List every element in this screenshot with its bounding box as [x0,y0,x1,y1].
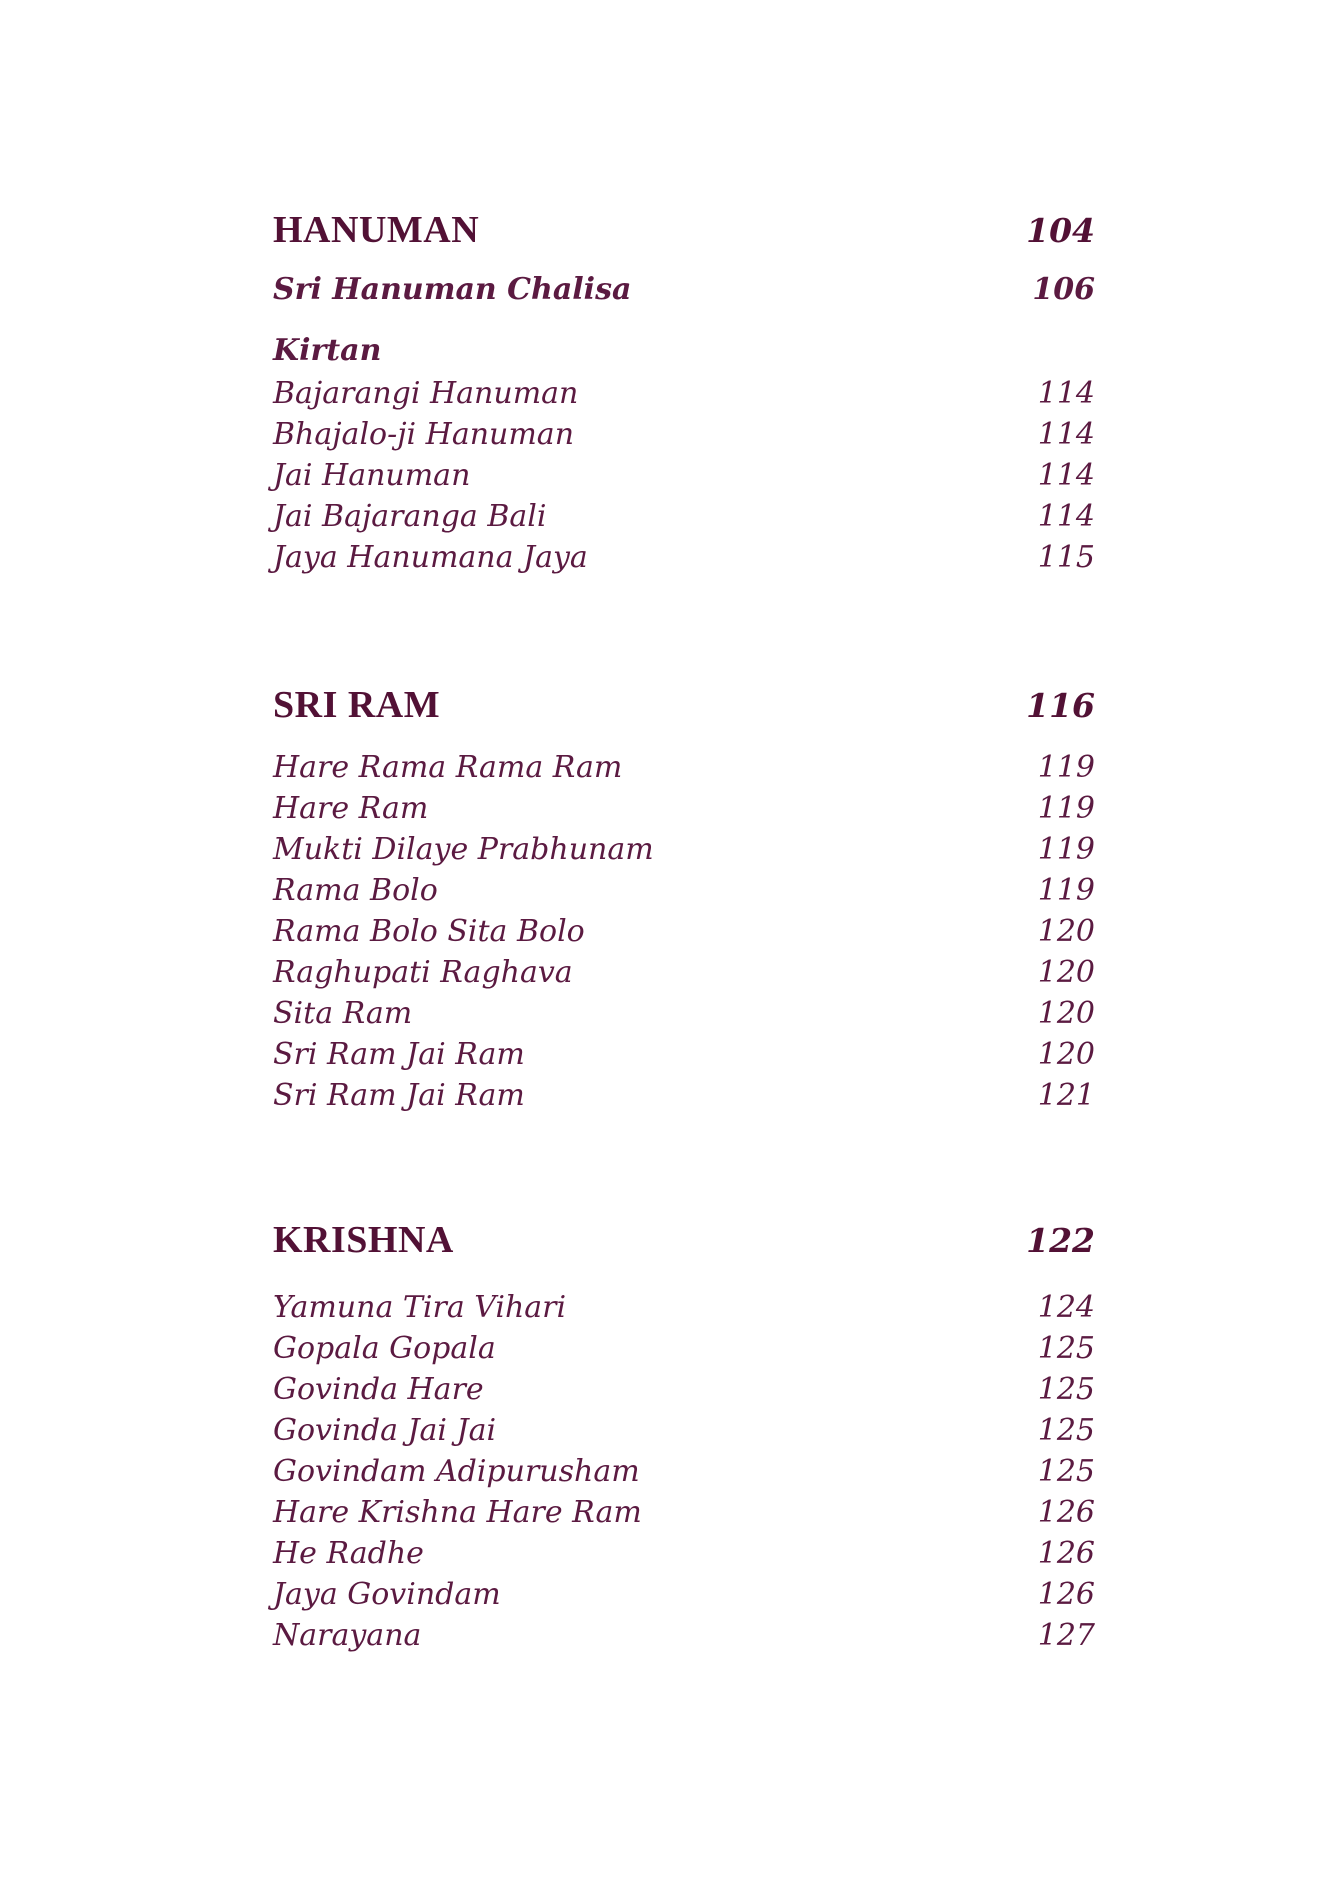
toc-heading-row [273,1217,1095,1263]
section-title: KRISHNA [273,1219,454,1261]
toc-entry-title: Raghupati Raghava [273,955,573,990]
toc-entry-row [273,496,1095,537]
toc-entry-row [273,952,1095,993]
table-of-contents [273,207,1095,1656]
toc-entry-title: Narayana [273,1618,422,1653]
toc-entry-page-number: 126 [1037,1577,1095,1612]
toc-entry-row [273,414,1095,455]
toc-entry-row [273,1287,1095,1328]
toc-entry-row [273,1615,1095,1656]
toc-entry-row [273,1533,1095,1574]
toc-entry-row [273,1451,1095,1492]
toc-entry-row [273,1492,1095,1533]
toc-entry-title: Kirtan [273,333,382,368]
section-title: SRI RAM [273,684,441,726]
toc-entry-title: Hare Krishna Hare Ram [273,1495,642,1530]
toc-entry-page-number: 121 [1037,1078,1095,1113]
toc-entry-row [273,747,1095,788]
toc-entry-title: Govinda Jai Jai [273,1413,497,1448]
toc-entry-title: Rama Bolo [273,873,438,908]
toc-heading-row [273,207,1095,253]
toc-entry-page-number: 119 [1037,791,1095,826]
toc-section-krishna [273,1217,1095,1656]
toc-entry-title: Govindam Adipurusham [273,1454,640,1489]
toc-entry-title: Govinda Hare [273,1372,484,1407]
toc-entry-title: Bhajalo-ji Hanuman [273,417,575,452]
toc-heading-row [273,682,1095,728]
toc-entry-title: Hare Ram [273,791,429,826]
toc-entry-page-number: 120 [1037,914,1095,949]
toc-entry-row [273,1328,1095,1369]
toc-entry-title: Sita Ram [273,996,413,1031]
toc-entry-row [273,1574,1095,1615]
toc-entry-page-number: 119 [1037,750,1095,785]
toc-entry-page-number: 126 [1037,1536,1095,1571]
toc-entry-row [273,911,1095,952]
toc-entry-page-number: 120 [1037,955,1095,990]
toc-entry-title: Sri Ram Jai Ram [273,1078,525,1113]
toc-entry-title: Gopala Gopala [273,1331,496,1366]
section-page-number: 116 [1026,686,1095,725]
section-page-number: 104 [1026,211,1095,250]
toc-entry-title: He Radhe [273,1536,424,1571]
toc-entry-title: Bajarangi Hanuman [273,376,579,411]
toc-entry-row [273,373,1095,414]
toc-entry-title: Yamuna Tira Vihari [273,1290,567,1325]
toc-entry-page-number: 114 [1037,499,1095,534]
toc-section-sri-ram [273,682,1095,1116]
toc-entry-row [273,829,1095,870]
toc-entry-page-number: 120 [1037,1037,1095,1072]
toc-entry-title: Hare Rama Rama Ram [273,750,623,785]
toc-entry-row [273,537,1095,578]
toc-entry-row [273,330,1095,371]
toc-section-hanuman [273,207,1095,578]
toc-entry-row [273,1410,1095,1451]
toc-entry-page-number: 119 [1037,873,1095,908]
toc-entry-page-number: 114 [1037,458,1095,493]
toc-entry-page-number: 115 [1037,540,1095,575]
toc-entry-page-number: 119 [1037,832,1095,867]
toc-entry-title: Rama Bolo Sita Bolo [273,914,585,949]
toc-entry-page-number: 125 [1037,1372,1095,1407]
toc-entry-page-number: 126 [1037,1495,1095,1530]
toc-entry-title: Mukti Dilaye Prabhunam [273,832,654,867]
toc-entry-row [273,788,1095,829]
toc-entry-page-number: 120 [1037,996,1095,1031]
toc-entry-row [273,1369,1095,1410]
toc-entry-title: Jai Hanuman [273,458,471,493]
toc-entry-page-number: 114 [1037,376,1095,411]
section-title: HANUMAN [273,209,480,251]
toc-entry-page-number: 114 [1037,417,1095,452]
toc-entry-page-number: 125 [1037,1413,1095,1448]
toc-entry-title: Jaya Govindam [273,1577,501,1612]
toc-entry-row [273,455,1095,496]
toc-entry-row [273,1034,1095,1075]
toc-entry-title: Jai Bajaranga Bali [273,499,547,534]
toc-entry-page-number: 125 [1037,1331,1095,1366]
section-page-number: 122 [1026,1221,1095,1260]
toc-entry-row [273,993,1095,1034]
toc-entry-page-number: 106 [1032,272,1095,307]
toc-entry-row [273,870,1095,911]
toc-entry-title: Sri Hanuman Chalisa [273,272,632,307]
toc-entry-page-number: 127 [1037,1618,1095,1653]
toc-entry-row [273,269,1095,310]
toc-entry-row [273,1075,1095,1116]
toc-entry-title: Sri Ram Jai Ram [273,1037,525,1072]
toc-entry-page-number: 124 [1037,1290,1095,1325]
toc-entry-page-number: 125 [1037,1454,1095,1489]
toc-entry-title: Jaya Hanumana Jaya [273,540,588,575]
